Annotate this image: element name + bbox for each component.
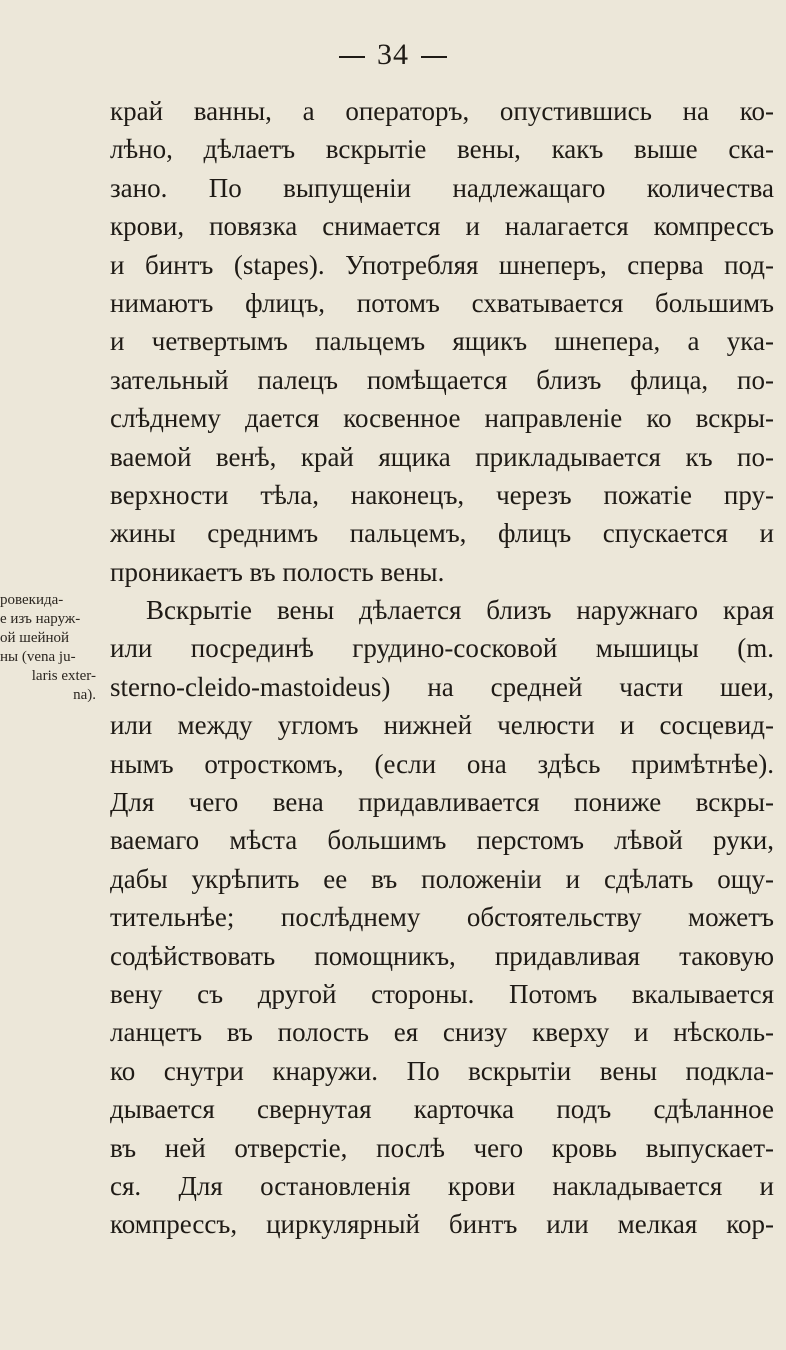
body-line: нымъ отросткомъ, (если она здѣсь примѣтнѣе). bbox=[110, 748, 774, 779]
page-number-dash-right bbox=[421, 56, 447, 58]
body-line: проникаетъ въ полость вены. bbox=[110, 556, 445, 587]
page-number-value: 34 bbox=[377, 38, 409, 71]
page-number bbox=[0, 38, 786, 72]
body-line: ся. Для остановленія крови накладывается и bbox=[110, 1170, 774, 1201]
margin-note-line: ны (vena ju- bbox=[0, 649, 76, 665]
body-line: нимаютъ флицъ, потомъ схватывается большимъ bbox=[110, 287, 774, 318]
margin-note-line: laris exter- bbox=[31, 668, 96, 684]
body-line: въ ней отверстіе, послѣ чего кровь выпускает- bbox=[110, 1132, 774, 1163]
body-line: ланцетъ въ полость ея снизу кверху и нѣсколь- bbox=[110, 1017, 774, 1048]
body-line: жины среднимъ пальцемъ, флицъ спускается и bbox=[110, 518, 774, 549]
body-line: или между угломъ нижней челюсти и сосцевид- bbox=[110, 710, 774, 741]
page-number-dash-left bbox=[339, 56, 365, 58]
body-line: вену съ другой стороны. Потомъ вкалывается bbox=[110, 978, 774, 1009]
body-line: и четвертымъ пальцемъ ящикъ шнепера, а ука- bbox=[110, 326, 774, 357]
body-line: зательный палецъ помѣщается близъ флица, по- bbox=[110, 364, 774, 395]
body-line: и бинтъ (stapes). Употребляя шнеперъ, сперва под- bbox=[110, 249, 774, 280]
paragraph-start-line: Вскрытіе вены дѣлается близъ наружнаго края bbox=[146, 595, 774, 626]
body-text bbox=[110, 92, 774, 1244]
margin-note-line: е изъ наруж- bbox=[0, 611, 81, 627]
body-line: слѣднему дается косвенное направленіе ко вскры- bbox=[110, 403, 774, 434]
body-line: дабы укрѣпить ее въ положеніи и сдѣлать ощу- bbox=[110, 863, 774, 894]
margin-note-line: ровекида- bbox=[0, 592, 64, 608]
body-line: ваемой венѣ, край ящика прикладывается къ по- bbox=[110, 441, 774, 472]
body-line: край ванны, а операторъ, опустившись на ко- bbox=[110, 96, 774, 126]
body-line: sterno-cleido-mastoideus) на средней части шеи, bbox=[110, 671, 774, 702]
body-line: Для чего вена придавливается пониже вскры- bbox=[110, 787, 774, 818]
body-line: компрессъ, циркулярный бинтъ или мелкая кор- bbox=[110, 1209, 774, 1240]
body-line: ваемаго мѣста большимъ перстомъ лѣвой руки, bbox=[110, 825, 774, 856]
margin-note-line: na). bbox=[73, 687, 96, 703]
body-line: или посрединѣ грудино-сосковой мышицы (m. bbox=[110, 633, 774, 664]
body-line: лѣно, дѣлаетъ вскрытіе вены, какъ выше ска- bbox=[110, 134, 774, 165]
body-line: дывается свернутая карточка подъ сдѣланное bbox=[110, 1094, 774, 1125]
body-line: зано. По выпущеніи надлежащаго количества bbox=[110, 172, 774, 203]
margin-note bbox=[0, 591, 96, 705]
body-line: ко снутри кнаружи. По вскрытіи вены подкла- bbox=[110, 1055, 774, 1086]
body-line: содѣйствовать помощникъ, придавливая таковую bbox=[110, 940, 774, 971]
margin-note-line: ой шейной bbox=[0, 630, 70, 646]
body-line: тительнѣе; послѣднему обстоятельству можетъ bbox=[110, 902, 774, 933]
body-line: крови, повязка снимается и налагается компрессъ bbox=[110, 211, 774, 242]
body-line: верхности тѣла, наконецъ, черезъ пожатіе пру- bbox=[110, 479, 774, 510]
